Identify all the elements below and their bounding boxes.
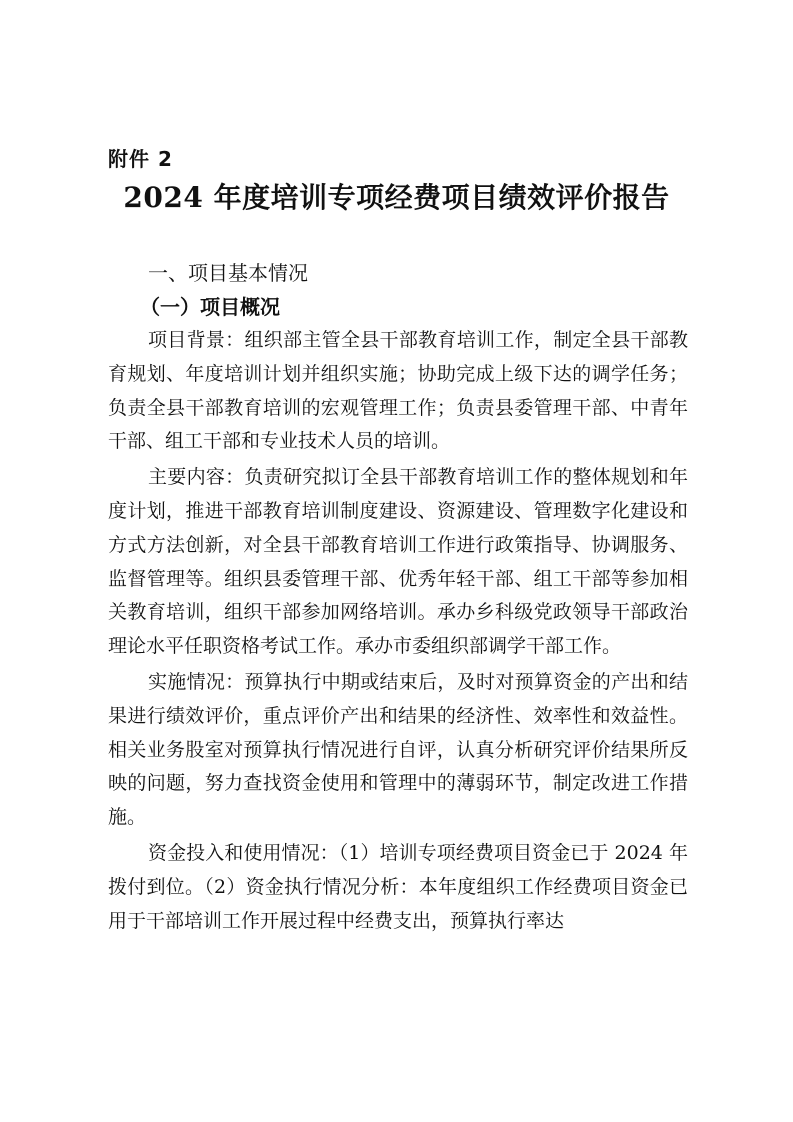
paragraph-main-content: 主要内容：负责研究拟订全县干部教育培训工作的整体规划和年度计划，推进干部教育培训制度建设、资源建设、管理数字化建设和方式方法创新，对全县干部教育培训工作进行政策指导、协调服务、监督管理等。组织县委管理干部、优秀年轻干部、组工干部等参加相关教育培训，组织干部参加网络培训。承办乡科级党政领导干部政治理论水平任职资格考试工作。承办市委组织部调学干部工作。 [108, 466, 688, 658]
document-title: 2024 年度培训专项经费项目绩效评价报告 [123, 181, 670, 214]
body-text [108, 324, 688, 938]
section-heading: 一、项目基本情况 [148, 261, 308, 285]
paragraph-project-background: 项目背景：组织部主管全县干部教育培训工作，制定全县干部教育规划、年度培训计划并组织实施；协助完成上级下达的调学任务；负责全县干部教育培训的宏观管理工作；负责县委管理干部、中青年干部、组工干部和专业技术人员的培训。 [108, 329, 688, 453]
paragraph-implementation: 实施情况：预算执行中期或结束后，及时对预算资金的产出和结果进行绩效评价，重点评价产出和结果的经济性、效率性和效益性。相关业务股室对预算执行情况进行自评，认真分析研究评价结果所反映的问题，努力查找资金使用和管理中的薄弱环节，制定改进工作措施。 [108, 670, 688, 829]
attachment-label: 附件 2 [108, 147, 173, 171]
paragraph-funding: 资金投入和使用情况：（1）培训专项经费项目资金已于 2024 年拨付到位。（2）资金执行情况分析：本年度组织工作经费项目资金已用于干部培训工作开展过程中经费支出，预算执行率达 [108, 841, 688, 932]
subsection-heading: （一）项目概况 [140, 295, 280, 319]
